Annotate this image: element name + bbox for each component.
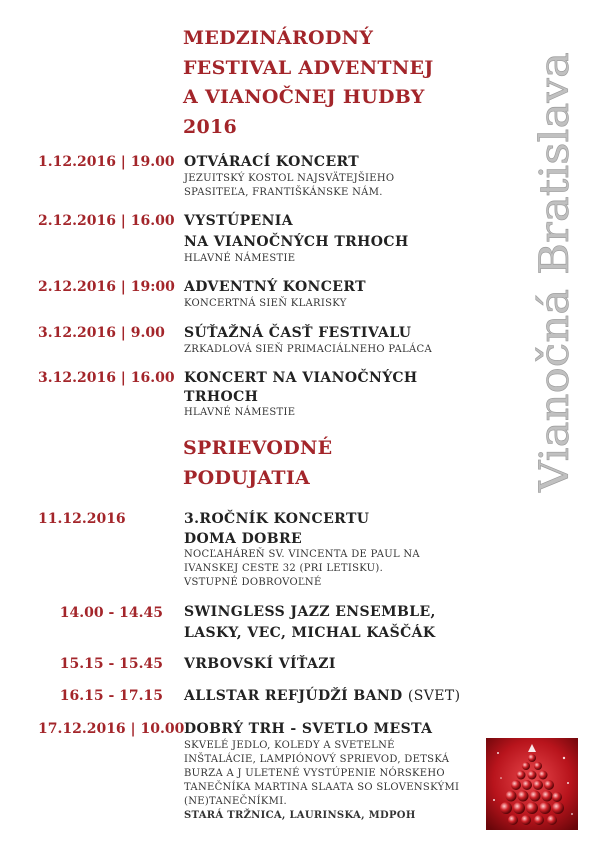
event-venue: SKVELÉ JEDLO, KOLEDY A SVETELNÉ bbox=[184, 740, 395, 751]
event-date: 11.12.2016 bbox=[38, 511, 126, 527]
event-date: 17.12.2016 | 10.00 bbox=[38, 721, 185, 737]
christmas-tree-icon bbox=[486, 738, 578, 830]
event-venue: VSTUPNÉ DOBROVOĽNÉ bbox=[184, 577, 322, 588]
christmas-tree-image bbox=[486, 738, 578, 830]
event-time: 16.15 - 17.15 bbox=[59, 688, 163, 704]
event-venue: HLAVNÉ NÁMESTIE bbox=[184, 407, 296, 418]
event-name: VRBOVSKÍ VÍŤAZI bbox=[184, 656, 336, 672]
event-date: 2.12.2016 | 19:00 bbox=[38, 279, 175, 295]
event-venue: INŠTALÁCIE, LAMPIÓNOVÝ SPRIEVOD, DETSKÁ bbox=[184, 754, 450, 765]
title-line: A VIANOČNEJ HUDBY bbox=[183, 86, 425, 108]
event-date: 1.12.2016 | 19.00 bbox=[38, 154, 175, 170]
event-time: 14.00 - 14.45 bbox=[59, 605, 163, 621]
event-name: LASKY, VEC, MICHAL KAŠČÁK bbox=[184, 625, 436, 641]
event-name: KONCERT NA VIANOČNÝCH bbox=[184, 370, 418, 386]
title-line: MEDZINÁRODNÝ bbox=[183, 27, 374, 49]
title-line: FESTIVAL ADVENTNEJ bbox=[183, 56, 434, 79]
event-date: 3.12.2016 | 16.00 bbox=[38, 370, 175, 386]
event-name: OTVÁRACÍ KONCERT bbox=[184, 154, 360, 170]
event-date: 3.12.2016 | 9.00 bbox=[38, 325, 165, 341]
event-venue: IVANSKEJ CESTE 32 (PRI LETISKU). bbox=[184, 563, 384, 574]
event-venue: ZRKADLOVÁ SIEŇ PRIMACIÁLNEHO PALÁCA bbox=[184, 344, 432, 355]
subtitle-line: PODUJATIA bbox=[183, 467, 311, 489]
event-venue: TANEČNÍKA MARTINA SLAATA SO SLOVENSKÝMI bbox=[184, 782, 460, 793]
event-name: 3.ROČNÍK KONCERTU bbox=[184, 511, 370, 527]
event-name: ADVENTNÝ KONCERT bbox=[184, 279, 366, 295]
event-name: SWINGLESS JAZZ ENSEMBLE, bbox=[184, 604, 436, 620]
event-venue: BURZA A J ULETENÉ VYSTÚPENIE NÓRSKEHO bbox=[184, 768, 445, 779]
vertical-branding-text: Vianočná Bratislava bbox=[532, 87, 578, 492]
event-venue: KONCERTNÁ SIEŇ KLARISKY bbox=[184, 298, 347, 309]
event-name-text: ALLSTAR REFJÚDŽÍ BAND bbox=[184, 688, 403, 704]
accompanying-events-heading bbox=[183, 433, 332, 493]
event-name: NA VIANOČNÝCH TRHOCH bbox=[184, 234, 409, 250]
event-time: 15.15 - 15.45 bbox=[59, 656, 163, 672]
vertical-branding bbox=[520, 40, 590, 500]
event-name: TRHOCH bbox=[184, 389, 259, 405]
event-venue: (NE)TANEČNÍKMI. bbox=[184, 796, 287, 807]
event-venue: SPASITEĽA, FRANTIŠKÁNSKE NÁM. bbox=[184, 187, 383, 198]
event-location: STARÁ TRŽNICA, LAURINSKA, MDPOH bbox=[184, 810, 416, 821]
event-venue: NOCĽAHÁREŇ SV. VINCENTA DE PAUL NA bbox=[184, 549, 420, 560]
event-name: DOBRÝ TRH - SVETLO MESTA bbox=[184, 721, 433, 737]
title-line: 2016 bbox=[183, 115, 238, 138]
event-venue: JEZUITSKÝ KOSTOL NAJSVÄTEJŠIEHO bbox=[184, 173, 395, 184]
event-name: VYSTÚPENIA bbox=[184, 213, 293, 229]
event-date: 2.12.2016 | 16.00 bbox=[38, 213, 175, 229]
event-name: DOMA DOBRE bbox=[184, 531, 303, 547]
subtitle-line: SPRIEVODNÉ bbox=[183, 437, 333, 459]
event-origin: (SVET) bbox=[407, 688, 461, 704]
vertical-branding-svg bbox=[520, 40, 590, 500]
festival-title bbox=[183, 24, 503, 142]
event-venue: HLAVNÉ NÁMESTIE bbox=[184, 253, 296, 264]
event-name: SÚŤAŽNÁ ČASŤ FESTIVALU bbox=[184, 325, 412, 341]
event-name bbox=[184, 686, 484, 706]
